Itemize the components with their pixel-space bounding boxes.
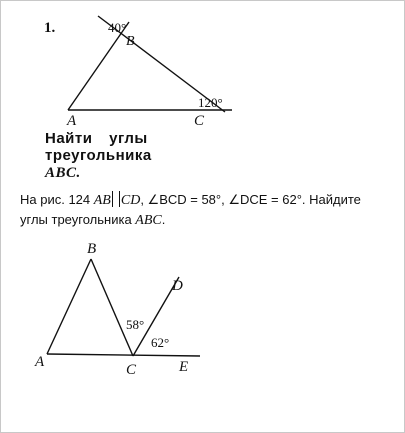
fig2-line-AE — [47, 354, 200, 356]
fig2-side-BC — [91, 259, 133, 356]
fig2-angle-dce: 62° — [151, 335, 170, 350]
fig1-label-B: B — [126, 34, 135, 49]
fig1-number: 1. — [44, 20, 56, 36]
problem2-ab: AB — [93, 193, 111, 208]
problem2-text-line2-prefix: углы треугольника — [20, 212, 136, 227]
problem2-text-line2-suffix: . — [161, 212, 166, 227]
problem2-text-mid: , ∠BCD = 58°, ∠DCE = 62°. Найдите — [140, 192, 361, 207]
problem1-text-line1: Найти углы треугольника — [45, 130, 152, 164]
fig2-label-C: C — [126, 362, 137, 378]
problem1-text-line2: ABC. — [45, 165, 81, 181]
fig2-label-E: E — [179, 359, 189, 375]
fig2-side-AB — [47, 259, 91, 354]
problem2-abc: ABC — [135, 213, 162, 228]
fig2-label-A: A — [35, 354, 45, 370]
problem2-text-prefix: На рис. 124 — [20, 192, 94, 207]
fig2-angle-bcd: 58° — [126, 317, 145, 332]
fig1-label-C: C — [194, 113, 205, 129]
problem2-cd: CD — [120, 193, 141, 208]
fig1-angle-top: 40° — [108, 20, 127, 35]
fig1-angle-right: 120° — [198, 95, 223, 110]
fig2-label-D: D — [172, 278, 183, 294]
fig1-label-A: A — [67, 113, 77, 129]
fig2-label-B: B — [87, 241, 97, 257]
